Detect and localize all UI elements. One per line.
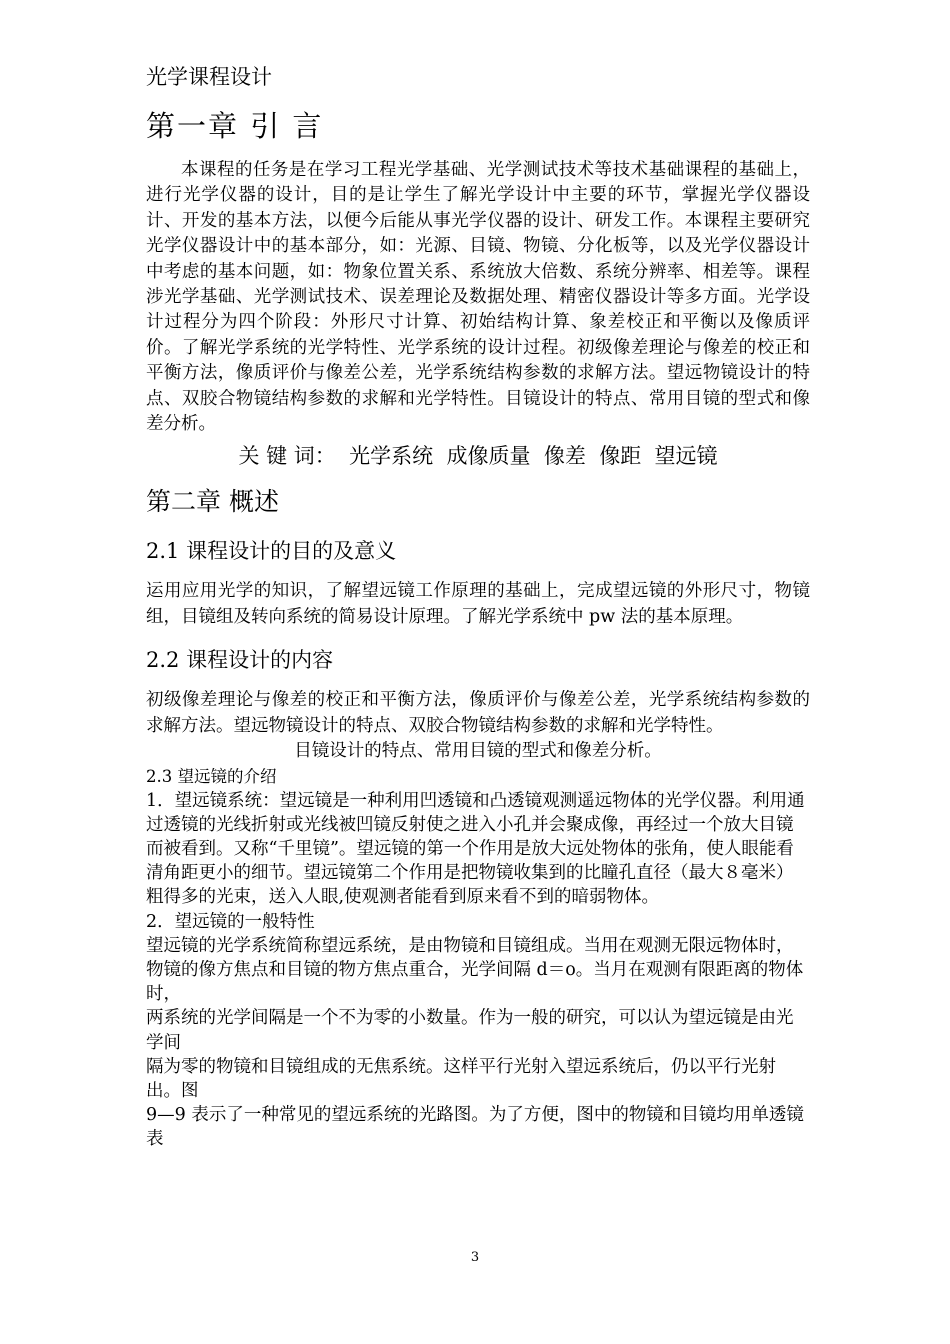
section-2-2-title: 2.2 课程设计的内容 bbox=[146, 648, 334, 673]
section-2-1-body: 运用应用光学的知识，了解望远镜工作原理的基础上，完成望远镜的外形尺寸，物镜组，目镜组及转向系统的简易设计原理。了解光学系统中 pw 法的基本原理。 bbox=[146, 581, 810, 627]
running-header: 光学课程设计 bbox=[146, 65, 272, 89]
document-page bbox=[146, 62, 810, 1152]
properties-line-3: 两系统的光学间隔是一个不为零的小数量。作为一般的研究，可以认为望远镜是由光学间 bbox=[146, 1008, 794, 1053]
chapter2-title: 第二章 概述 bbox=[146, 487, 279, 517]
properties-line-2: 物镜的像方焦点和目镜的物方焦点重合，光学间隔 d＝o。当月在观测有限距离的物体时， bbox=[146, 959, 804, 1005]
properties-line-1: 望远镜的光学系统简称望远系统，是由物镜和目镜组成。当用在观测无限远物体时， bbox=[146, 935, 794, 956]
section-2-1-title: 2.1 课程设计的目的及意义 bbox=[146, 539, 397, 564]
properties-line-4: 隔为零的物镜和目镜组成的无焦系统。这样平行光射入望远系统后，仍以平行光射出。图 bbox=[146, 1056, 776, 1101]
section-2-2-body: 初级像差理论与像差的校正和平衡方法，像质评价与像差公差，光学系统结构参数的求解方法。望远物镜设计的特点、双胶合物镜结构参数的求解和光学特性。 bbox=[146, 690, 810, 736]
page-number: 3 bbox=[470, 1250, 480, 1265]
section-2-3-title: 2.3 望远镜的介绍 bbox=[146, 766, 277, 786]
keywords-line: 关 键 词： 光学系统 成像质量 像差 像距 望远镜 bbox=[238, 444, 718, 469]
chapter1-title: 第一章 引 言 bbox=[146, 109, 324, 143]
properties-line-5: 9—9 表示了一种常见的望远系统的光路图。为了方便，图中的物镜和目镜均用单透镜表 bbox=[146, 1105, 804, 1150]
telescope-system-paragraph: 1．望远镜系统：望远镜是一种利用凹透镜和凸透镜观测遥远物体的光学仪器。利用通过透镜的光线折射或光线被凹镜反射使之进入小孔并会聚成像，再经过一个放大目镜而被看到。又称“千里镜”。望远镜的第一个作用是放大远处物体的张角，使人眼能看清角距更小的细节。望远镜第二个作用是把物镜收集到的比瞳孔直径（最大８毫米）粗得多的光束，送入人眼,使观测者能看到原来看不到的暗弱物体。 bbox=[146, 790, 805, 908]
section-2-2-body-centered: 目镜设计的特点、常用目镜的型式和像差分析。 bbox=[294, 741, 662, 762]
general-properties-title: 2．望远镜的一般特性 bbox=[146, 911, 315, 932]
chapter1-body: 本课程的任务是在学习工程光学基础、光学测试技术等技术基础课程的基础上，进行光学仪器的设计，目的是让学生了解光学设计中主要的环节，掌握光学仪器设计、开发的基本方法，以便今后能从事光学仪器的设计、研发工作。本课程主要研究光学仪器设计中的基本部分，如：光源、目镜、物镜、分化板等，以及光学仪器设计中考虑的基本问题，如：物象位置关系、系统放大倍数、系统分辨率、相差等。课程涉光学基础、光学测试技术、误差理论及数据处理、精密仪器设计等多方面。光学设计过程分为四个阶段：外形尺寸计算、初始结构计算、象差校正和平衡以及像质评价。了解光学系统的光学特性、光学系统的设计过程。初级像差理论与像差的校正和平衡方法，像质评价与像差公差，光学系统结构参数的求解方法。望远物镜设计的特点、双胶合物镜结构参数的求解和光学特性。目镜设计的特点、常用目镜的型式和像差分析。 bbox=[146, 160, 810, 435]
